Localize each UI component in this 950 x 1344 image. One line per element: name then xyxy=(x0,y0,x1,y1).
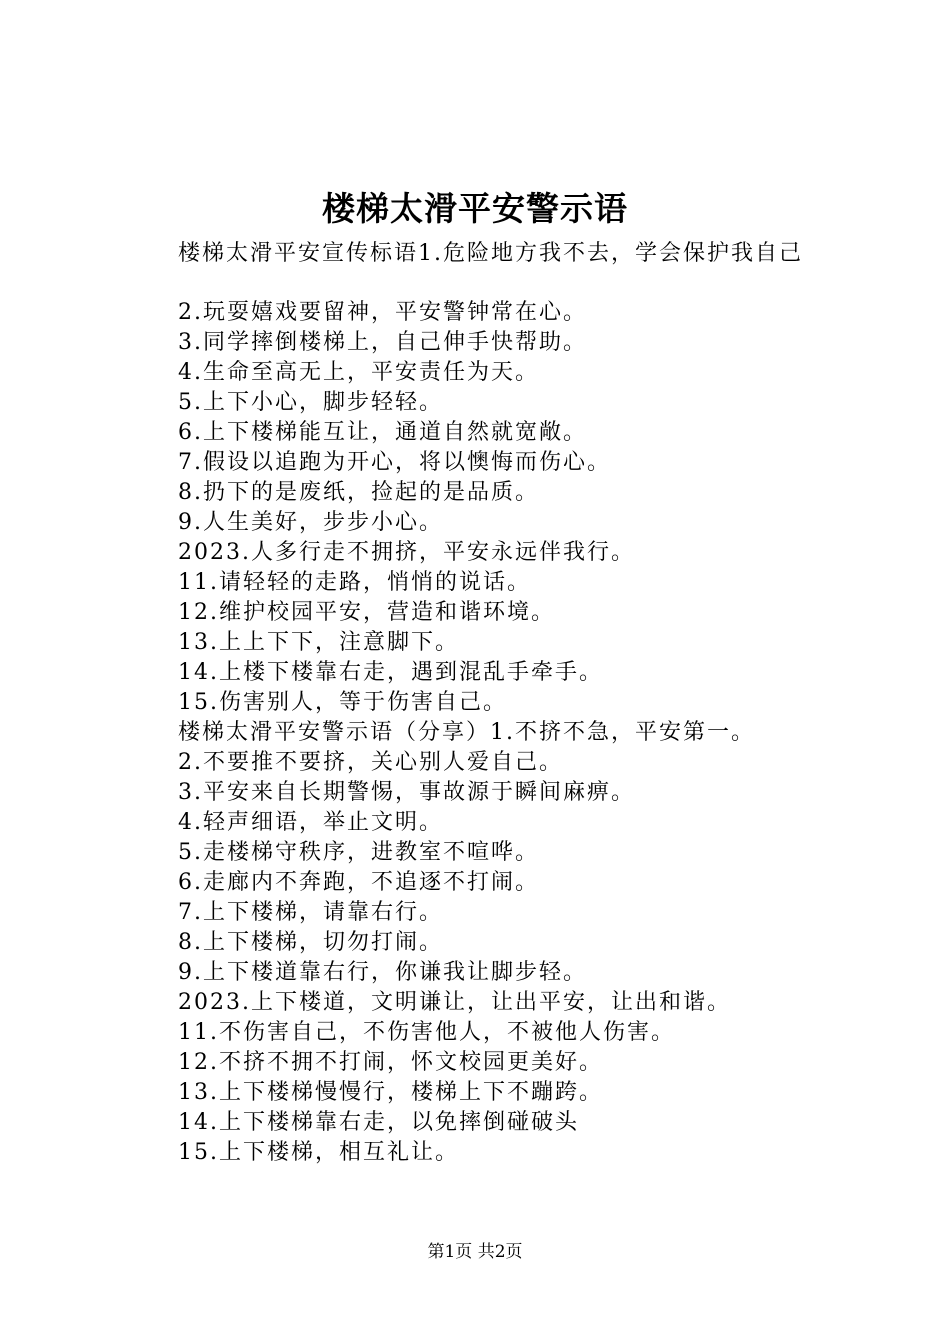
list-item: 8.扔下的是废纸，捡起的是品质。 xyxy=(178,480,539,505)
page-title: 楼梯太滑平安警示语 xyxy=(322,189,628,228)
list-item: 7.假设以追跑为开心，将以懊悔而伤心。 xyxy=(178,450,611,475)
list-item: 2.不要推不要挤，关心别人爱自己。 xyxy=(178,750,563,775)
list-item: 2.玩耍嬉戏要留神，平安警钟常在心。 xyxy=(178,300,587,325)
list-item: 13.上上下下，注意脚下。 xyxy=(178,630,459,655)
list-item: 12.维护校园平安，营造和谐环境。 xyxy=(178,600,555,625)
list-item: 7.上下楼梯，请靠右行。 xyxy=(178,900,443,925)
list-item: 6.上下楼梯能互让，通道自然就宽敞。 xyxy=(178,420,587,445)
section-heading-line: 楼梯太滑平安警示语（分享）1.不挤不急，平安第一。 xyxy=(178,720,755,745)
list-item: 5.上下小心，脚步轻轻。 xyxy=(178,390,443,415)
list-item: 3.平安来自长期警惕，事故源于瞬间麻痹。 xyxy=(178,780,635,805)
list-item: 5.走楼梯守秩序，进教室不喧哗。 xyxy=(178,840,539,865)
list-item: 4.生命至高无上，平安责任为天。 xyxy=(178,360,539,385)
list-item: 6.走廊内不奔跑，不追逐不打闹。 xyxy=(178,870,539,895)
slogan-list xyxy=(178,298,755,1168)
list-item: 12.不挤不拥不打闹，怀文校园更美好。 xyxy=(178,1050,603,1075)
list-item: 13.上下楼梯慢慢行，楼梯上下不蹦跨。 xyxy=(178,1080,603,1105)
list-item: 11.请轻轻的走路，悄悄的说话。 xyxy=(178,570,531,595)
list-item: 4.轻声细语，举止文明。 xyxy=(178,810,443,835)
list-item: 9.人生美好，步步小心。 xyxy=(178,510,443,535)
intro-line: 楼梯太滑平安宣传标语1.危险地方我不去，学会保护我自己 xyxy=(178,241,803,266)
list-item: 2023.上下楼道，文明谦让，让出平安，让出和谐。 xyxy=(178,990,731,1015)
list-item: 3.同学摔倒楼梯上，自己伸手快帮助。 xyxy=(178,330,587,355)
list-item: 11.不伤害自己，不伤害他人，不被他人伤害。 xyxy=(178,1020,675,1045)
page-footer: 第1页 共2页 xyxy=(427,1242,523,1262)
list-item: 9.上下楼道靠右行，你谦我让脚步轻。 xyxy=(178,960,587,985)
list-item: 14.上楼下楼靠右走，遇到混乱手牵手。 xyxy=(178,660,603,685)
list-item: 15.上下楼梯，相互礼让。 xyxy=(178,1140,459,1165)
list-item: 15.伤害别人，等于伤害自己。 xyxy=(178,690,507,715)
list-item: 8.上下楼梯，切勿打闹。 xyxy=(178,930,443,955)
list-item: 2023.人多行走不拥挤，平安永远伴我行。 xyxy=(178,540,635,565)
list-item: 14.上下楼梯靠右走，以免摔倒碰破头 xyxy=(178,1110,579,1135)
